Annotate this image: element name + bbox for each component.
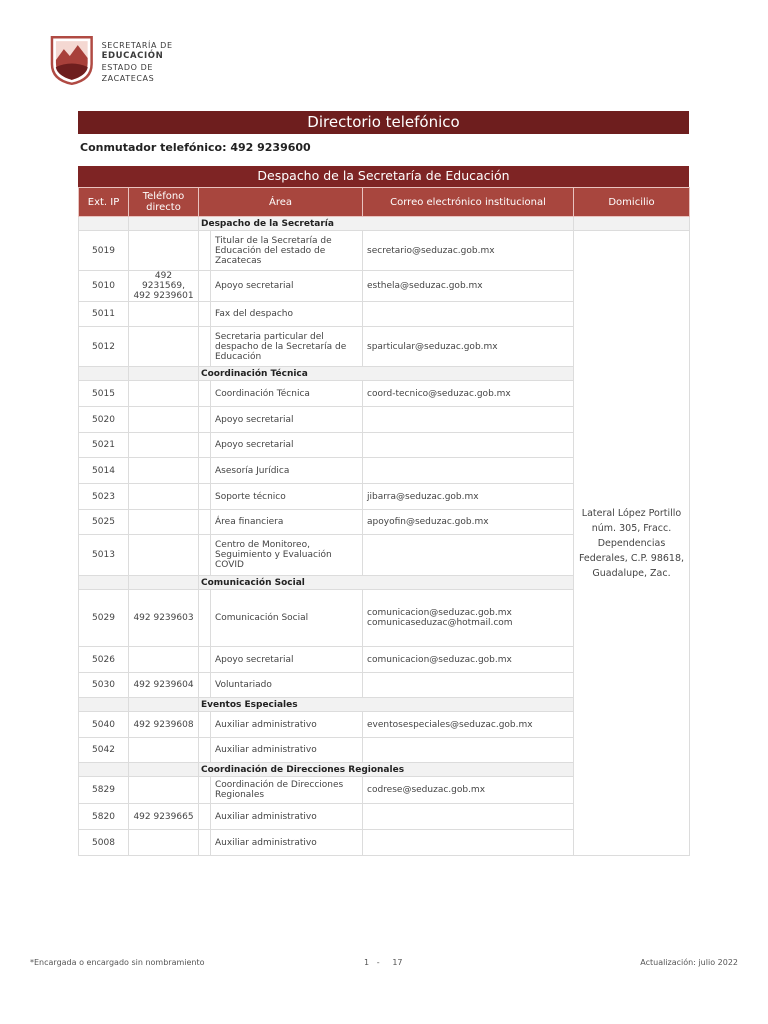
col-header-email: Correo electrónico institucional (363, 188, 574, 217)
email-cell: sparticular@seduzac.gob.mx (363, 327, 574, 367)
ext-cell: 5008 (79, 830, 129, 856)
tel-cell (129, 381, 199, 407)
tel-cell: 492 9239604 (129, 673, 199, 698)
ext-cell: 5023 (79, 484, 129, 510)
area-cell: Secretaria particular del despacho de la Secretaría de Educación (211, 327, 363, 367)
table-header-row (79, 188, 690, 217)
ext-cell: 5011 (79, 302, 129, 327)
ext-cell: 5029 (79, 590, 129, 647)
secretaria-shield-icon (48, 34, 96, 86)
tel-cell (129, 738, 199, 763)
document-title: Directorio telefónico (78, 111, 689, 134)
ext-cell: 5012 (79, 327, 129, 367)
area-cell: Fax del despacho (211, 302, 363, 327)
tel-cell (129, 647, 199, 673)
group-title: Coordinación Técnica (199, 367, 574, 381)
tel-cell (129, 535, 199, 576)
conmutador-text: Conmutador telefónico: 492 9239600 (80, 141, 311, 154)
area-cell: Voluntariado (211, 673, 363, 698)
tel-cell: 492 9239603 (129, 590, 199, 647)
area-cell: Comunicación Social (211, 590, 363, 647)
email-cell (363, 458, 574, 484)
group-title: Coordinación de Direcciones Regionales (199, 763, 574, 777)
ext-cell: 5015 (79, 381, 129, 407)
email-cell (363, 407, 574, 433)
email-cell: comunicacion@seduzac.gob.mx (363, 647, 574, 673)
area-cell: Auxiliar administrativo (211, 738, 363, 763)
group-title: Eventos Especiales (199, 698, 574, 712)
area-cell: Auxiliar administrativo (211, 830, 363, 856)
tel-cell: 492 9239665 (129, 804, 199, 830)
tel-cell: 492 9239608 (129, 712, 199, 738)
area-cell: Apoyo secretarial (211, 407, 363, 433)
email-cell (363, 804, 574, 830)
update-date: Actualización: julio 2022 (640, 958, 738, 967)
email-cell (363, 673, 574, 698)
tel-cell (129, 327, 199, 367)
area-cell: Apoyo secretarial (211, 433, 363, 458)
ext-cell: 5829 (79, 777, 129, 804)
ext-cell: 5820 (79, 804, 129, 830)
col-header-ext: Ext. IP (79, 188, 129, 217)
area-cell: Centro de Monitoreo, Seguimiento y Evaluación COVID (211, 535, 363, 576)
ext-cell: 5020 (79, 407, 129, 433)
col-header-area: Área (199, 188, 363, 217)
tel-cell (129, 302, 199, 327)
col-header-domicilio: Domicilio (574, 188, 690, 217)
area-cell: Apoyo secretarial (211, 647, 363, 673)
logo (48, 34, 208, 86)
email-cell: eventosespeciales@seduzac.gob.mx (363, 712, 574, 738)
area-cell: Asesoría Jurídica (211, 458, 363, 484)
ext-cell: 5042 (79, 738, 129, 763)
email-cell (363, 302, 574, 327)
email-cell: apoyofin@seduzac.gob.mx (363, 510, 574, 535)
table-row (79, 231, 690, 271)
group-row (79, 217, 690, 231)
ext-cell: 5010 (79, 271, 129, 302)
email-cell: codrese@seduzac.gob.mx (363, 777, 574, 804)
tel-cell (129, 777, 199, 804)
ext-cell: 5030 (79, 673, 129, 698)
directory-table-wrapper (78, 166, 689, 856)
group-title: Despacho de la Secretaría (199, 217, 574, 231)
ext-cell: 5040 (79, 712, 129, 738)
area-cell: Área financiera (211, 510, 363, 535)
email-cell (363, 433, 574, 458)
tel-cell (129, 433, 199, 458)
tel-cell (129, 458, 199, 484)
email-cell: coord-tecnico@seduzac.gob.mx (363, 381, 574, 407)
logo-text: SECRETARÍA DE EDUCACIÓN ESTADO DE ZACATECAS (101, 41, 173, 83)
group-title: Comunicación Social (199, 576, 574, 590)
ext-cell: 5026 (79, 647, 129, 673)
area-cell: Coordinación Técnica (211, 381, 363, 407)
area-cell: Auxiliar administrativo (211, 804, 363, 830)
directory-table (78, 187, 690, 856)
tel-cell (129, 407, 199, 433)
ext-cell: 5021 (79, 433, 129, 458)
tel-cell: 492 9231569, 492 9239601 (129, 271, 199, 302)
email-cell (363, 738, 574, 763)
ext-cell: 5025 (79, 510, 129, 535)
col-header-tel: Teléfono directo (129, 188, 199, 217)
email-cell: jibarra@seduzac.gob.mx (363, 484, 574, 510)
area-cell: Coordinación de Direcciones Regionales (211, 777, 363, 804)
page-number: 1 - 17 (364, 958, 403, 967)
tel-cell (129, 830, 199, 856)
tel-cell (129, 231, 199, 271)
email-cell (363, 830, 574, 856)
area-cell: Titular de la Secretaría de Educación del estado de Zacatecas (211, 231, 363, 271)
footer-note: *Encargada o encargado sin nombramiento (30, 958, 205, 967)
tel-cell (129, 484, 199, 510)
ext-cell: 5019 (79, 231, 129, 271)
area-cell: Apoyo secretarial (211, 271, 363, 302)
area-cell: Auxiliar administrativo (211, 712, 363, 738)
email-cell: secretario@seduzac.gob.mx (363, 231, 574, 271)
ext-cell: 5014 (79, 458, 129, 484)
domicilio-cell: Lateral López Portillo núm. 305, Fracc. Dependencias Federales, C.P. 98618, Guadalupe, Zac. (574, 231, 690, 856)
email-cell: comunicacion@seduzac.gob.mx comunicaseduzac@hotmail.com (363, 590, 574, 647)
section-title: Despacho de la Secretaría de Educación (78, 166, 689, 187)
area-cell: Soporte técnico (211, 484, 363, 510)
email-cell (363, 535, 574, 576)
email-cell: esthela@seduzac.gob.mx (363, 271, 574, 302)
tel-cell (129, 510, 199, 535)
ext-cell: 5013 (79, 535, 129, 576)
